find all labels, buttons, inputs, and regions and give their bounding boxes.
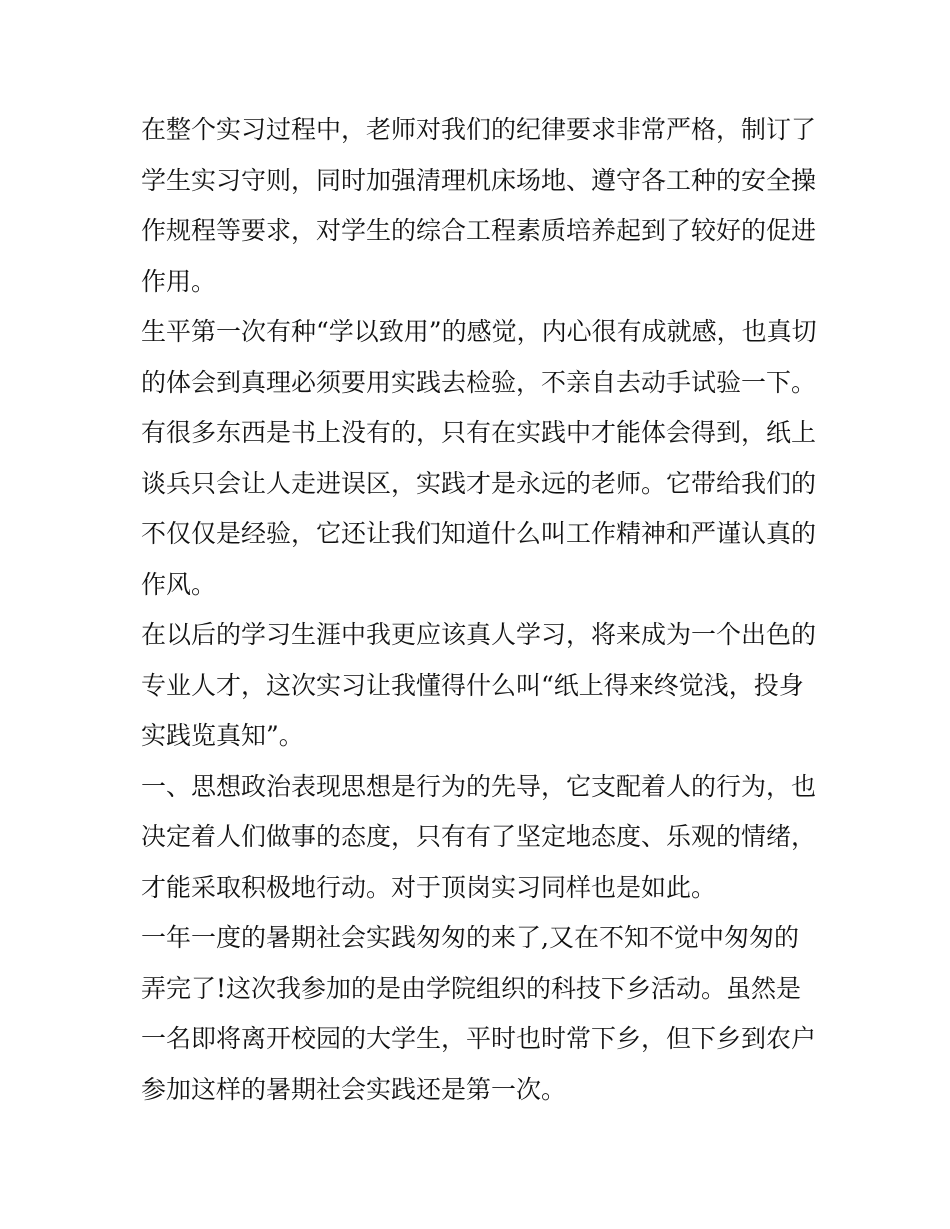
text-line: 的体会到真理必须要用实践去检验，不亲自去动手试验一下。 — [141, 367, 817, 397]
text-line: 一年一度的暑期社会实践匆匆的来了,又在不知不觉中匆匆的 — [141, 923, 799, 952]
text-line: 有很多东西是书上没有的，只有在实践中才能体会得到，纸上 — [141, 418, 817, 447]
text-line: 才能采取积极地行动。对于顶岗实习同样也是如此。 — [141, 872, 717, 902]
text-line: 弄完了!这次我参加的是由学院组织的科技下乡活动。虽然是 — [141, 973, 802, 1003]
text-line: 专业人才，这次实习让我懂得什么叫“纸上得来终觉浅，投身 — [141, 670, 804, 700]
text-line: 谈兵只会让人走进误区，实践才是永远的老师。它带给我们的 — [141, 468, 817, 498]
document-body — [141, 105, 817, 1115]
text-line: 实践览真知”。 — [141, 721, 304, 750]
text-line: 作风。 — [141, 569, 217, 599]
text-line: 作规程等要求，对学生的综合工程素质培养起到了较好的促进 — [141, 216, 817, 245]
text-line: 在整个实习过程中，老师对我们的纪律要求非常严格，制订了 — [141, 115, 817, 144]
text-line: 参加这样的暑期社会实践还是第一次。 — [141, 1074, 567, 1104]
text-line: 决定着人们做事的态度，只有有了坚定地态度、乐观的情绪， — [141, 822, 817, 851]
text-line: 一、思想政治表现思想是行为的先导，它支配着人的行为，也 — [141, 771, 817, 801]
text-line: 不仅仅是经验，它还让我们知道什么叫工作精神和严谨认真的 — [141, 519, 817, 548]
text-line: 学生实习守则，同时加强清理机床场地、遵守各工种的安全操 — [141, 165, 817, 195]
text-line: 一名即将离开校园的大学生，平时也时常下乡，但下乡到农户 — [141, 1024, 817, 1053]
text-line: 在以后的学习生涯中我更应该真人学习，将来成为一个出色的 — [141, 620, 817, 649]
text-line: 生平第一次有种“学以致用”的感觉，内心很有成就感，也真切 — [141, 317, 817, 346]
text-line: 作用。 — [141, 266, 217, 296]
